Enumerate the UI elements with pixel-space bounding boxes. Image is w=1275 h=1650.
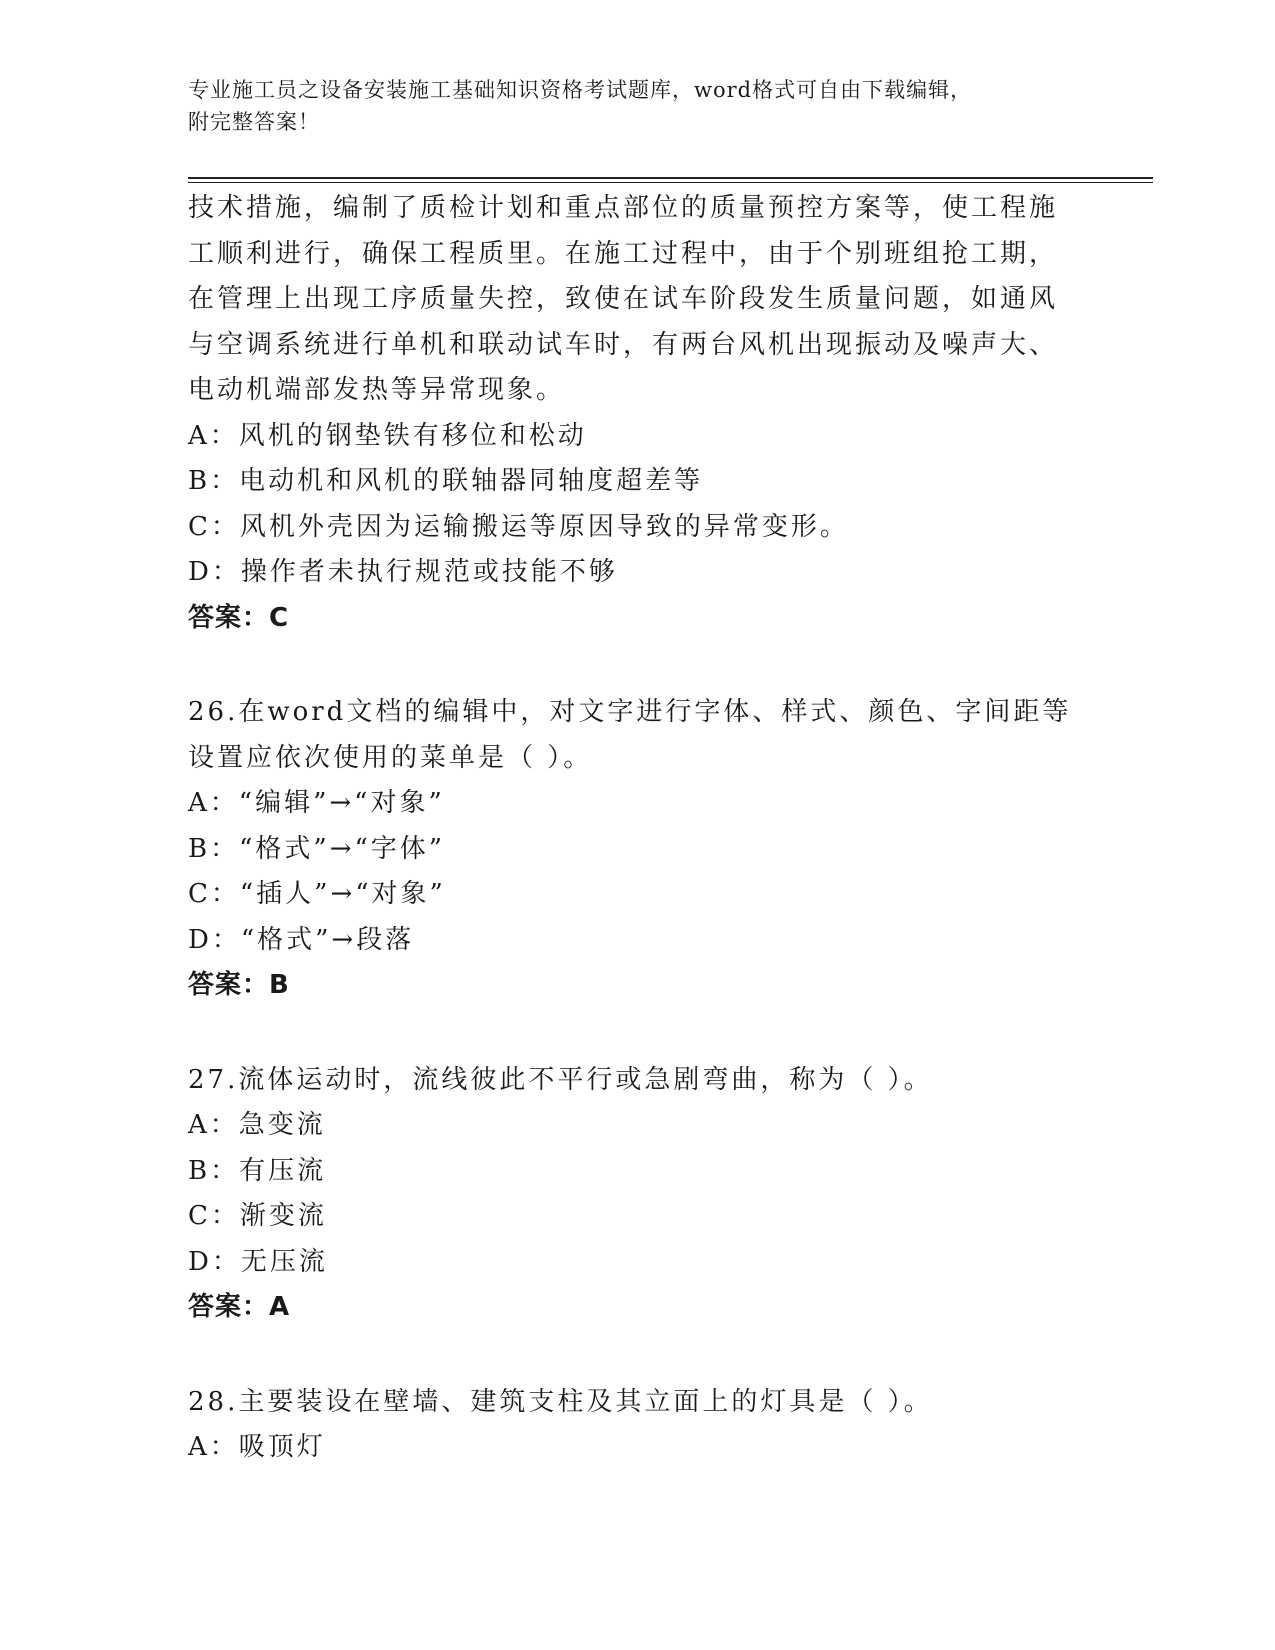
question-stem-line: 设置应依次使用的菜单是（ ）。 <box>188 742 593 773</box>
question-stem-line: 技术措施，编制了质检计划和重点部位的质量预控方案等，使工程施 <box>188 193 1059 223</box>
header-divider-thick <box>188 177 1153 179</box>
question-27 <box>188 1058 1088 1331</box>
option-a: A：风机的钢垫铁有移位和松动 <box>188 420 587 451</box>
question-stem-line: 与空调系统进行单机和联动试车时，有两台风机出现振动及噪声大、 <box>188 329 1059 360</box>
option-d: D：无压流 <box>188 1246 328 1277</box>
answer-line: 答案：C <box>188 602 290 633</box>
option-c: C：“插人”→“对象” <box>188 879 446 909</box>
question-spacer <box>188 641 1088 690</box>
question-stem-line: 工顺利进行，确保工程质里。在施工过程中，由于个别班组抢工期， <box>188 238 1059 269</box>
option-b: B：有压流 <box>188 1155 327 1186</box>
question-stem-line: 27.流体运动时，流线彼此不平行或急剧弯曲，称为（ ）。 <box>188 1064 933 1095</box>
option-b: B：“格式”→“字体” <box>188 833 446 864</box>
option-a: A：吸顶灯 <box>188 1432 326 1462</box>
question-spacer <box>188 1331 1088 1380</box>
question-26 <box>188 690 1088 1009</box>
question-stem-line: 在管理上出现工序质量失控，致使在试车阶段发生质量问题，如通风 <box>188 284 1059 314</box>
question-content <box>188 186 1088 1471</box>
document-header <box>188 74 1088 138</box>
question-28 <box>188 1380 1088 1471</box>
option-a: A：“编辑”→“对象” <box>188 788 445 818</box>
answer-line: 答案：A <box>188 1292 291 1322</box>
option-d: D：“格式”→段落 <box>188 924 415 955</box>
option-c: C：风机外壳因为运输搬运等原因导致的异常变形。 <box>188 511 849 542</box>
option-a: A：急变流 <box>188 1110 326 1140</box>
question-25 <box>188 186 1088 641</box>
question-stem-line: 电动机端部发热等异常现象。 <box>188 375 566 405</box>
header-title-line-1: 专业施工员之设备安装施工基础知识资格考试题库，word格式可自由下载编辑， <box>188 78 973 102</box>
option-b: B：电动机和风机的联轴器同轴度超差等 <box>188 466 704 496</box>
option-c: C：渐变流 <box>188 1201 327 1231</box>
option-d: D：操作者未执行规范或技能不够 <box>188 557 618 587</box>
question-stem-line: 28.主要装设在壁墙、建筑支柱及其立面上的灯具是（ ）。 <box>188 1386 933 1417</box>
header-title-line-2: 附完整答案！ <box>188 110 320 134</box>
question-stem-line: 26.在word文档的编辑中，对文字进行字体、样式、颜色、字间距等 <box>188 697 1072 727</box>
answer-line: 答案：B <box>188 970 290 1000</box>
header-divider-thin <box>188 182 1153 183</box>
question-spacer <box>188 1009 1088 1058</box>
